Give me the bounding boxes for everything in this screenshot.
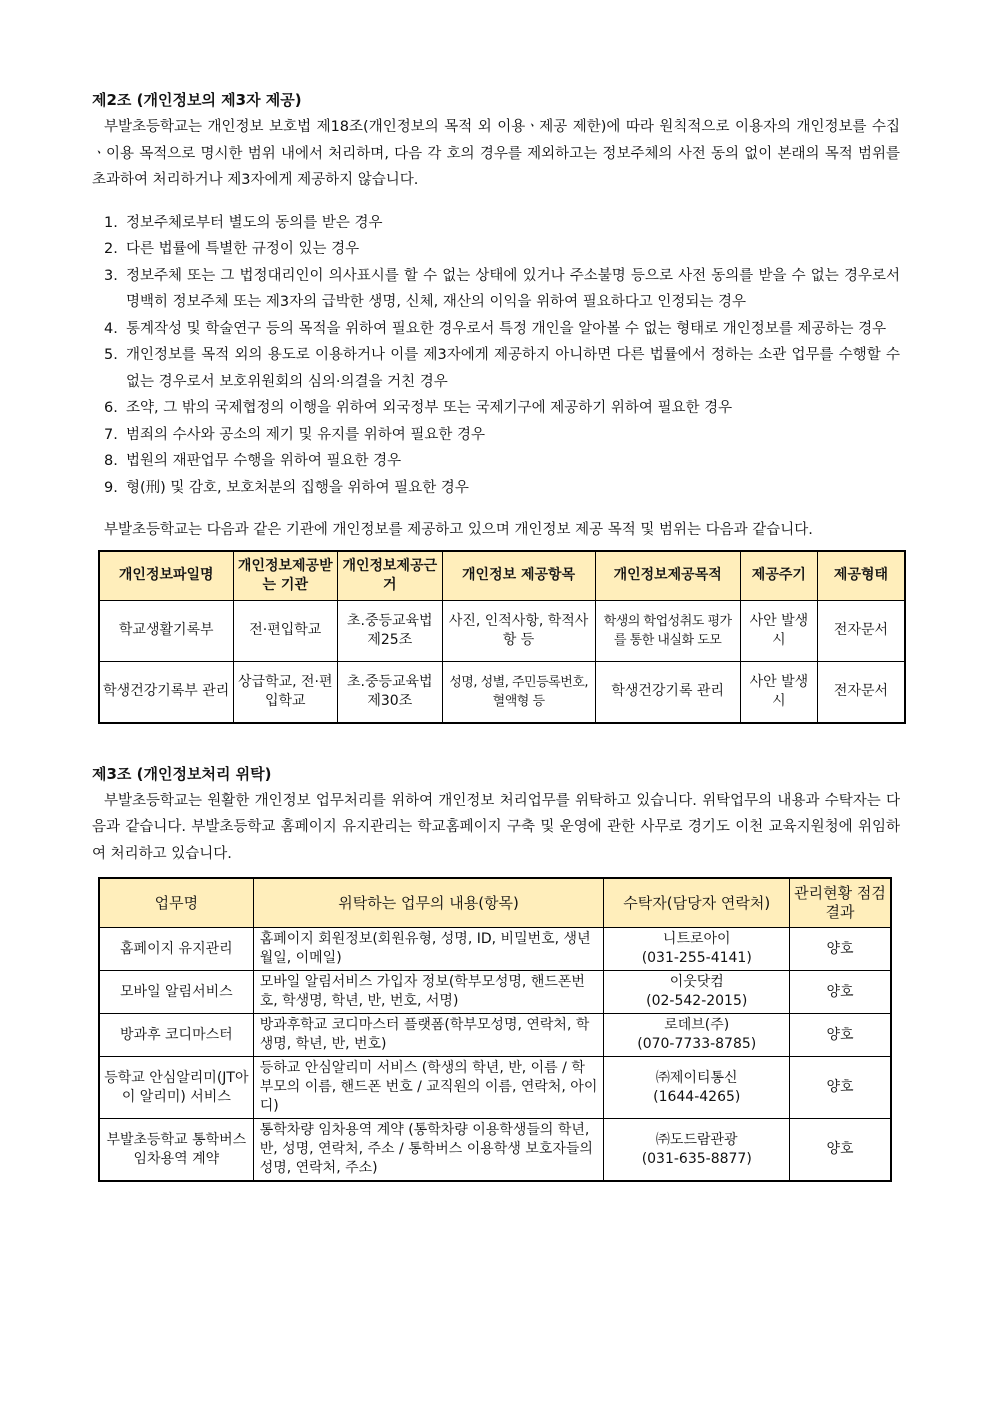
- cell-result: 양호: [790, 1119, 891, 1182]
- cell-content: 통학차량 임차용역 계약 (통학차량 이용학생들의 학년, 반, 성명, 연락처, 주소 / 통학버스 이용학생 보호자들의 성명, 연락처, 주소): [253, 1119, 604, 1182]
- cell-basis: 초.중등교육법 제25조: [338, 600, 443, 661]
- column-header: 수탁자(담당자 연락처): [604, 878, 790, 928]
- table-header-row: [99, 551, 905, 601]
- cell-vendor: [604, 1057, 790, 1119]
- list-item: 7. 범죄의 수사와 공소의 제기 및 유지를 위하여 필요한 경우: [104, 426, 486, 443]
- column-header: 위탁하는 업무의 내용(항목): [253, 878, 604, 928]
- cell-content: 등하교 안심알리미 서비스 (학생의 학년, 반, 이름 / 학부모의 이름, 핸드폰 번호 / 교직원의 이름, 연락처, 아이디): [253, 1057, 604, 1119]
- column-header: 제공형태: [817, 551, 905, 601]
- cell-basis: 초.중등교육법 제30조: [338, 661, 443, 723]
- cell-result: 양호: [790, 1014, 891, 1057]
- cell-file-name: 학교생활기록부: [99, 600, 233, 661]
- cell-form: 전자문서: [817, 661, 905, 723]
- cell-recipient: 상급학교, 전·편입학교: [233, 661, 338, 723]
- column-header: 개인정보제공목적: [595, 551, 740, 601]
- table-row: [99, 971, 891, 1014]
- list-item: 2. 다른 법률에 특별한 규정이 있는 경우: [104, 241, 360, 257]
- consignment-table: [98, 877, 892, 1182]
- cell-vendor: [604, 971, 790, 1014]
- provision-table: [98, 550, 906, 724]
- cell-task: 등학교 안심알리미(JT아이 알리미) 서비스: [99, 1057, 253, 1119]
- table-row: [99, 1119, 891, 1182]
- vendor-phone: (070-7733-8785): [637, 1036, 757, 1052]
- column-header: 개인정보제공받는 기관: [233, 551, 338, 601]
- cell-content: 홈페이지 회원정보(회원유형, 성명, ID, 비밀번호, 생년월일, 이메일): [253, 928, 604, 971]
- cell-file-name: 학생건강기록부 관리: [99, 661, 233, 723]
- cell-recipient: 전·편입학교: [233, 600, 338, 661]
- cell-result: 양호: [790, 1057, 891, 1119]
- list-item: 3. 정보주체 또는 그 법정대리인이 의사표시를 할 수 없는 상태에 있거나 주소불명 등으로 사전 동의를 받을 수 없는 경우로서 명백히 정보주체 또는 제3자의 급박한 생명, 신체, 재산의 이익을 위하여 필요하다고 인정되는 경우: [104, 267, 900, 310]
- list-item: 5. 개인정보를 목적 외의 용도로 이용하거나 이를 제3자에게 제공하지 아니하면 다른 법률에서 정하는 소관 업무를 수행할 수 없는 경우로서 보호위원회의 심의·의결을 거친 경우: [104, 347, 900, 390]
- cell-vendor: [604, 1014, 790, 1057]
- cell-task: 모바일 알림서비스: [99, 971, 253, 1014]
- column-header: 관리현황 점검결과: [790, 878, 891, 928]
- cell-items: 사진, 인적사항, 학적사항 등: [442, 600, 595, 661]
- cell-purpose: 학생건강기록 관리: [595, 661, 740, 723]
- document-page: [92, 90, 900, 1182]
- cell-vendor: [604, 928, 790, 971]
- table-row: [99, 600, 905, 661]
- vendor-name: ㈜제이티통신: [655, 1069, 738, 1086]
- cell-content: 방과후학교 코디마스터 플랫폼(학부모성명, 연락처, 학생명, 학년, 반, 번호): [253, 1014, 604, 1057]
- list-item: 1. 정보주체로부터 별도의 동의를 받은 경우: [104, 214, 383, 231]
- cell-task: 홈페이지 유지관리: [99, 928, 253, 971]
- cell-items: 성명, 성별, 주민등록번호, 혈액형 등: [442, 661, 595, 723]
- column-header: 개인정보 제공항목: [442, 551, 595, 601]
- vendor-phone: (02-542-2015): [646, 993, 748, 1009]
- cell-result: 양호: [790, 971, 891, 1014]
- column-header: 업무명: [99, 878, 253, 928]
- table-row: [99, 928, 891, 971]
- cell-result: 양호: [790, 928, 891, 971]
- vendor-name: 이웃닷컴: [669, 974, 724, 990]
- cell-task: 방과후 코디마스터: [99, 1014, 253, 1057]
- table-header-row: [99, 878, 891, 928]
- table-row: [99, 1014, 891, 1057]
- vendor-name: 로데브(주): [664, 1017, 730, 1033]
- provision-table-intro: 부발초등학교는 다음과 같은 기관에 개인정보를 제공하고 있으며 개인정보 제공 목적 및 범위는 다음과 같습니다.: [104, 522, 813, 538]
- table-row: [99, 1057, 891, 1119]
- list-item: 9. 형(刑) 및 감호, 보호처분의 집행을 위하여 필요한 경우: [104, 479, 469, 496]
- list-item: 6. 조약, 그 밖의 국제협정의 이행을 위하여 외국정부 또는 국제기구에 제공하기 위하여 필요한 경우: [104, 400, 733, 416]
- cell-content: 모바일 알림서비스 가입자 정보(학부모성명, 핸드폰번호, 학생명, 학년, 반, 번호, 서명): [253, 971, 604, 1014]
- column-header: 개인정보파일명: [99, 551, 233, 601]
- column-header: 제공주기: [740, 551, 817, 601]
- cell-form: 전자문서: [817, 600, 905, 661]
- vendor-phone: (1644-4265): [653, 1088, 741, 1105]
- cell-purpose: 학생의 학업성취도 평가를 통한 내실화 도모: [595, 600, 740, 661]
- cell-vendor: [604, 1119, 790, 1182]
- table-row: [99, 661, 905, 723]
- column-header: 개인정보제공근거: [338, 551, 443, 601]
- list-item: 8. 법원의 재판업무 수행을 위하여 필요한 경우: [104, 453, 402, 469]
- exception-list: [92, 210, 900, 502]
- vendor-name: ㈜도드람관광: [655, 1131, 738, 1148]
- article-2-title: 제2조 (개인정보의 제3자 제공): [92, 91, 302, 109]
- article-3-title: 제3조 (개인정보처리 위탁): [92, 764, 272, 783]
- cell-task: 부발초등학교 통학버스 임차용역 계약: [99, 1119, 253, 1182]
- article-2-intro: 부발초등학교는 개인정보 보호법 제18조(개인정보의 목적 외 이용ㆍ제공 제한)에 따라 원칙적으로 이용자의 개인정보를 수집ㆍ이용 목적으로 명시한 범위 내에서 처리하며, 다음 각 호의 경우를 제외하고는 정보주체의 사전 동의 없이 본래의 목적 범위를 초과하여 처리하거나 제3자에게 제공하지 않습니다.: [92, 119, 900, 188]
- vendor-phone: (031-635-8877): [641, 1150, 752, 1167]
- cell-cycle: 사안 발생시: [740, 661, 817, 723]
- vendor-name: 니트로아이: [662, 931, 731, 947]
- cell-cycle: 사안 발생시: [740, 600, 817, 661]
- vendor-phone: (031-255-4141): [641, 950, 752, 966]
- list-item: 4. 통계작성 및 학술연구 등의 목적을 위하여 필요한 경우로서 특정 개인을 알아볼 수 없는 형태로 개인정보를 제공하는 경우: [104, 320, 887, 337]
- article-3-intro: 부발초등학교는 원활한 개인정보 업무처리를 위하여 개인정보 처리업무를 위탁하고 있습니다. 위탁업무의 내용과 수탁자는 다음과 같습니다. 부발초등학교 홈페이지 유지관리는 학교홈페이지 구축 및 운영에 관한 사무로 경기도 이천 교육지원청에 위임하여 처리하고 있습니다.: [92, 792, 900, 862]
